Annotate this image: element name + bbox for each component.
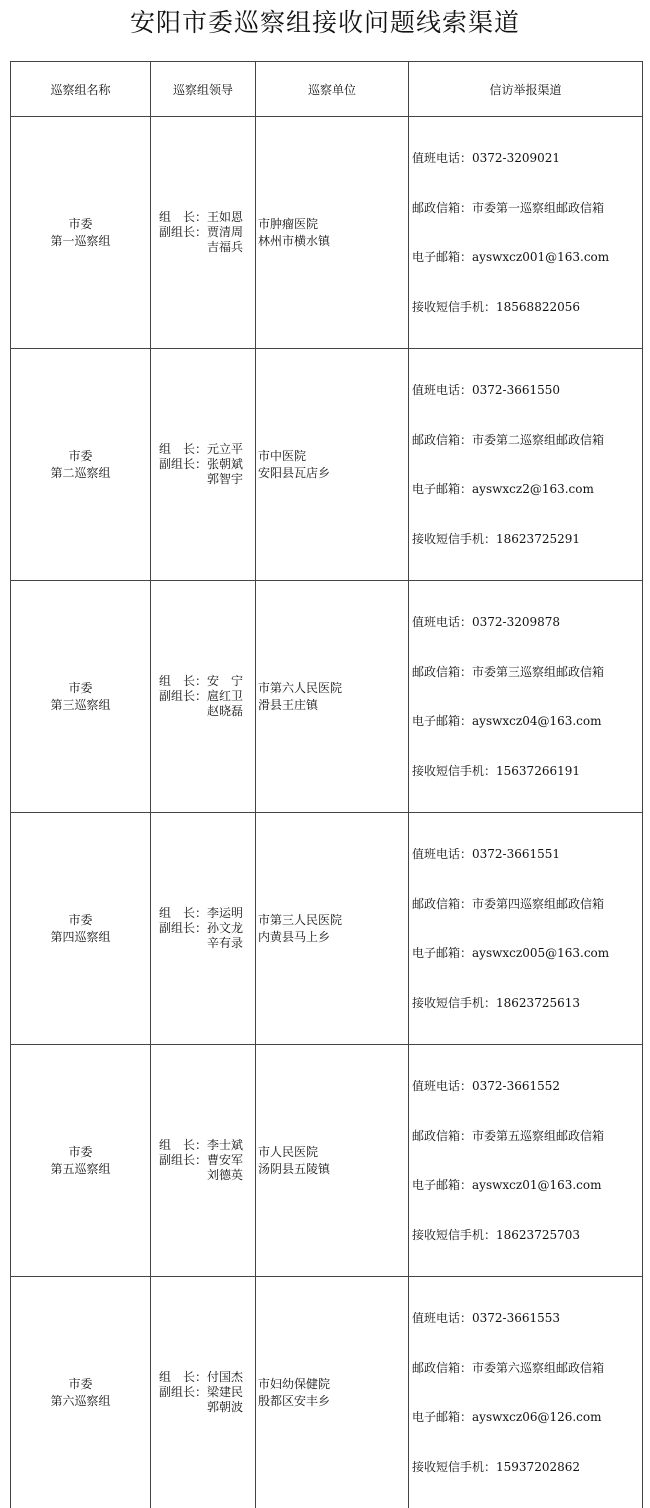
mail-value: 市委第一巡察组邮政信箱 (472, 201, 604, 215)
leader-name: 王如恩 (207, 210, 243, 225)
channels-cell (409, 581, 643, 813)
phone-label: 值班电话： (412, 1311, 472, 1325)
unit-line2: 殷都区安丰乡 (258, 1393, 408, 1410)
mail-label: 邮政信箱： (412, 201, 472, 215)
email-value: ayswxcz001@163.com (472, 250, 609, 264)
leaders-cell (151, 813, 256, 1045)
sms-label: 接收短信手机： (412, 764, 496, 778)
units-cell (256, 1277, 409, 1508)
mail-value: 市委第六巡察组邮政信箱 (472, 1361, 604, 1375)
phone-value: 0372-3209021 (472, 151, 560, 165)
group-name-line1: 市委 (11, 680, 150, 697)
sms-value: 18568822056 (496, 300, 580, 314)
table-row (11, 813, 643, 1045)
channels-cell (409, 1045, 643, 1277)
channel-table (10, 61, 643, 1508)
table-row (11, 349, 643, 581)
deputy-name-1: 孙文龙 (207, 921, 243, 936)
sms-value: 15637266191 (496, 764, 580, 778)
leaders-cell (151, 1045, 256, 1277)
deputy-label: 副组长： (159, 225, 207, 240)
deputy-label: 副组长： (159, 1385, 207, 1400)
group-name-line1: 市委 (11, 448, 150, 465)
table-row (11, 581, 643, 813)
unit-line1: 市中医院 (258, 448, 408, 465)
mail-label: 邮政信箱： (412, 665, 472, 679)
deputy-name-2: 刘德英 (207, 1168, 243, 1183)
sms-value: 15937202862 (496, 1460, 580, 1474)
mail-label: 邮政信箱： (412, 897, 472, 911)
email-label: 电子邮箱： (412, 1178, 472, 1192)
unit-line1: 市人民医院 (258, 1144, 408, 1161)
leaders-cell (151, 349, 256, 581)
sms-label: 接收短信手机： (412, 1460, 496, 1474)
email-label: 电子邮箱： (412, 714, 472, 728)
leader-label: 组 长： (159, 1370, 207, 1385)
phone-label: 值班电话： (412, 1079, 472, 1093)
table-row (11, 1277, 643, 1508)
sms-label: 接收短信手机： (412, 996, 496, 1010)
group-name-cell (11, 117, 151, 349)
deputy-label: 副组长： (159, 921, 207, 936)
group-name-cell (11, 1045, 151, 1277)
phone-label: 值班电话： (412, 615, 472, 629)
header-group-name: 巡察组名称 (11, 62, 151, 117)
header-group-leaders: 巡察组领导 (151, 62, 256, 117)
header-row (11, 62, 643, 117)
deputy-name-2: 赵晓磊 (207, 704, 243, 719)
group-name-cell (11, 813, 151, 1045)
leader-label: 组 长： (159, 210, 207, 225)
mail-value: 市委第三巡察组邮政信箱 (472, 665, 604, 679)
unit-line2: 内黄县马上乡 (258, 929, 408, 946)
group-name-line2: 第六巡察组 (11, 1393, 150, 1410)
units-cell (256, 581, 409, 813)
group-name-cell (11, 1277, 151, 1508)
header-inspected-units: 巡察单位 (256, 62, 409, 117)
unit-line2: 滑县王庄镇 (258, 697, 408, 714)
email-value: ayswxcz06@126.com (472, 1410, 602, 1424)
unit-line2: 汤阴县五陵镇 (258, 1161, 408, 1178)
phone-value: 0372-3661553 (472, 1311, 560, 1325)
unit-line1: 市妇幼保健院 (258, 1376, 408, 1393)
deputy-label: 副组长： (159, 689, 207, 704)
mail-label: 邮政信箱： (412, 1361, 472, 1375)
units-cell (256, 349, 409, 581)
group-name-line1: 市委 (11, 912, 150, 929)
email-label: 电子邮箱： (412, 250, 472, 264)
mail-label: 邮政信箱： (412, 1129, 472, 1143)
email-value: ayswxcz04@163.com (472, 714, 602, 728)
sms-value: 18623725291 (496, 532, 580, 546)
deputy-label: 副组长： (159, 1153, 207, 1168)
deputy-name-2: 辛有录 (207, 936, 243, 951)
leader-label: 组 长： (159, 442, 207, 457)
leader-name: 安 宁 (207, 674, 243, 689)
email-value: ayswxcz005@163.com (472, 946, 609, 960)
group-name-line2: 第一巡察组 (11, 233, 150, 250)
deputy-name-2: 郭朝波 (207, 1400, 243, 1415)
unit-line1: 市肿瘤医院 (258, 216, 408, 233)
leader-label: 组 长： (159, 1138, 207, 1153)
deputy-name-1: 贾清周 (207, 225, 243, 240)
phone-label: 值班电话： (412, 151, 472, 165)
sms-value: 18623725613 (496, 996, 580, 1010)
phone-label: 值班电话： (412, 847, 472, 861)
email-value: ayswxcz2@163.com (472, 482, 594, 496)
leader-name: 元立平 (207, 442, 243, 457)
header-report-channels: 信访举报渠道 (409, 62, 643, 117)
units-cell (256, 813, 409, 1045)
sms-label: 接收短信手机： (412, 532, 496, 546)
phone-value: 0372-3661551 (472, 847, 560, 861)
channels-cell (409, 117, 643, 349)
sms-label: 接收短信手机： (412, 300, 496, 314)
deputy-name-1: 张朝斌 (207, 457, 243, 472)
table-row (11, 117, 643, 349)
channels-cell (409, 813, 643, 1045)
page-title: 安阳市委巡察组接收问题线索渠道 (0, 6, 650, 40)
leader-label: 组 长： (159, 674, 207, 689)
group-name-line2: 第五巡察组 (11, 1161, 150, 1178)
units-cell (256, 1045, 409, 1277)
email-label: 电子邮箱： (412, 946, 472, 960)
mail-value: 市委第四巡察组邮政信箱 (472, 897, 604, 911)
group-name-line2: 第二巡察组 (11, 465, 150, 482)
mail-label: 邮政信箱： (412, 433, 472, 447)
leader-name: 李运明 (207, 906, 243, 921)
deputy-name-2: 郭智宇 (207, 472, 243, 487)
group-name-line2: 第四巡察组 (11, 929, 150, 946)
channels-cell (409, 349, 643, 581)
deputy-name-2: 吉福兵 (207, 240, 243, 255)
deputy-name-1: 曹安军 (207, 1153, 243, 1168)
deputy-name-1: 扈红卫 (207, 689, 243, 704)
email-label: 电子邮箱： (412, 1410, 472, 1424)
group-name-line2: 第三巡察组 (11, 697, 150, 714)
group-name-cell (11, 349, 151, 581)
phone-value: 0372-3661550 (472, 383, 560, 397)
table-row (11, 1045, 643, 1277)
unit-line2: 安阳县瓦店乡 (258, 465, 408, 482)
unit-line1: 市第三人民医院 (258, 912, 408, 929)
mail-value: 市委第五巡察组邮政信箱 (472, 1129, 604, 1143)
leader-label: 组 长： (159, 906, 207, 921)
group-name-line1: 市委 (11, 1144, 150, 1161)
deputy-name-1: 梁建民 (207, 1385, 243, 1400)
group-name-cell (11, 581, 151, 813)
phone-value: 0372-3661552 (472, 1079, 560, 1093)
unit-line2: 林州市横水镇 (258, 233, 408, 250)
phone-label: 值班电话： (412, 383, 472, 397)
sms-value: 18623725703 (496, 1228, 580, 1242)
units-cell (256, 117, 409, 349)
channels-cell (409, 1277, 643, 1508)
leaders-cell (151, 581, 256, 813)
email-value: ayswxcz01@163.com (472, 1178, 602, 1192)
group-name-line1: 市委 (11, 216, 150, 233)
leader-name: 付国杰 (207, 1370, 243, 1385)
sms-label: 接收短信手机： (412, 1228, 496, 1242)
unit-line1: 市第六人民医院 (258, 680, 408, 697)
email-label: 电子邮箱： (412, 482, 472, 496)
leader-name: 李士斌 (207, 1138, 243, 1153)
deputy-label: 副组长： (159, 457, 207, 472)
leaders-cell (151, 1277, 256, 1508)
group-name-line1: 市委 (11, 1376, 150, 1393)
leaders-cell (151, 117, 256, 349)
phone-value: 0372-3209878 (472, 615, 560, 629)
mail-value: 市委第二巡察组邮政信箱 (472, 433, 604, 447)
